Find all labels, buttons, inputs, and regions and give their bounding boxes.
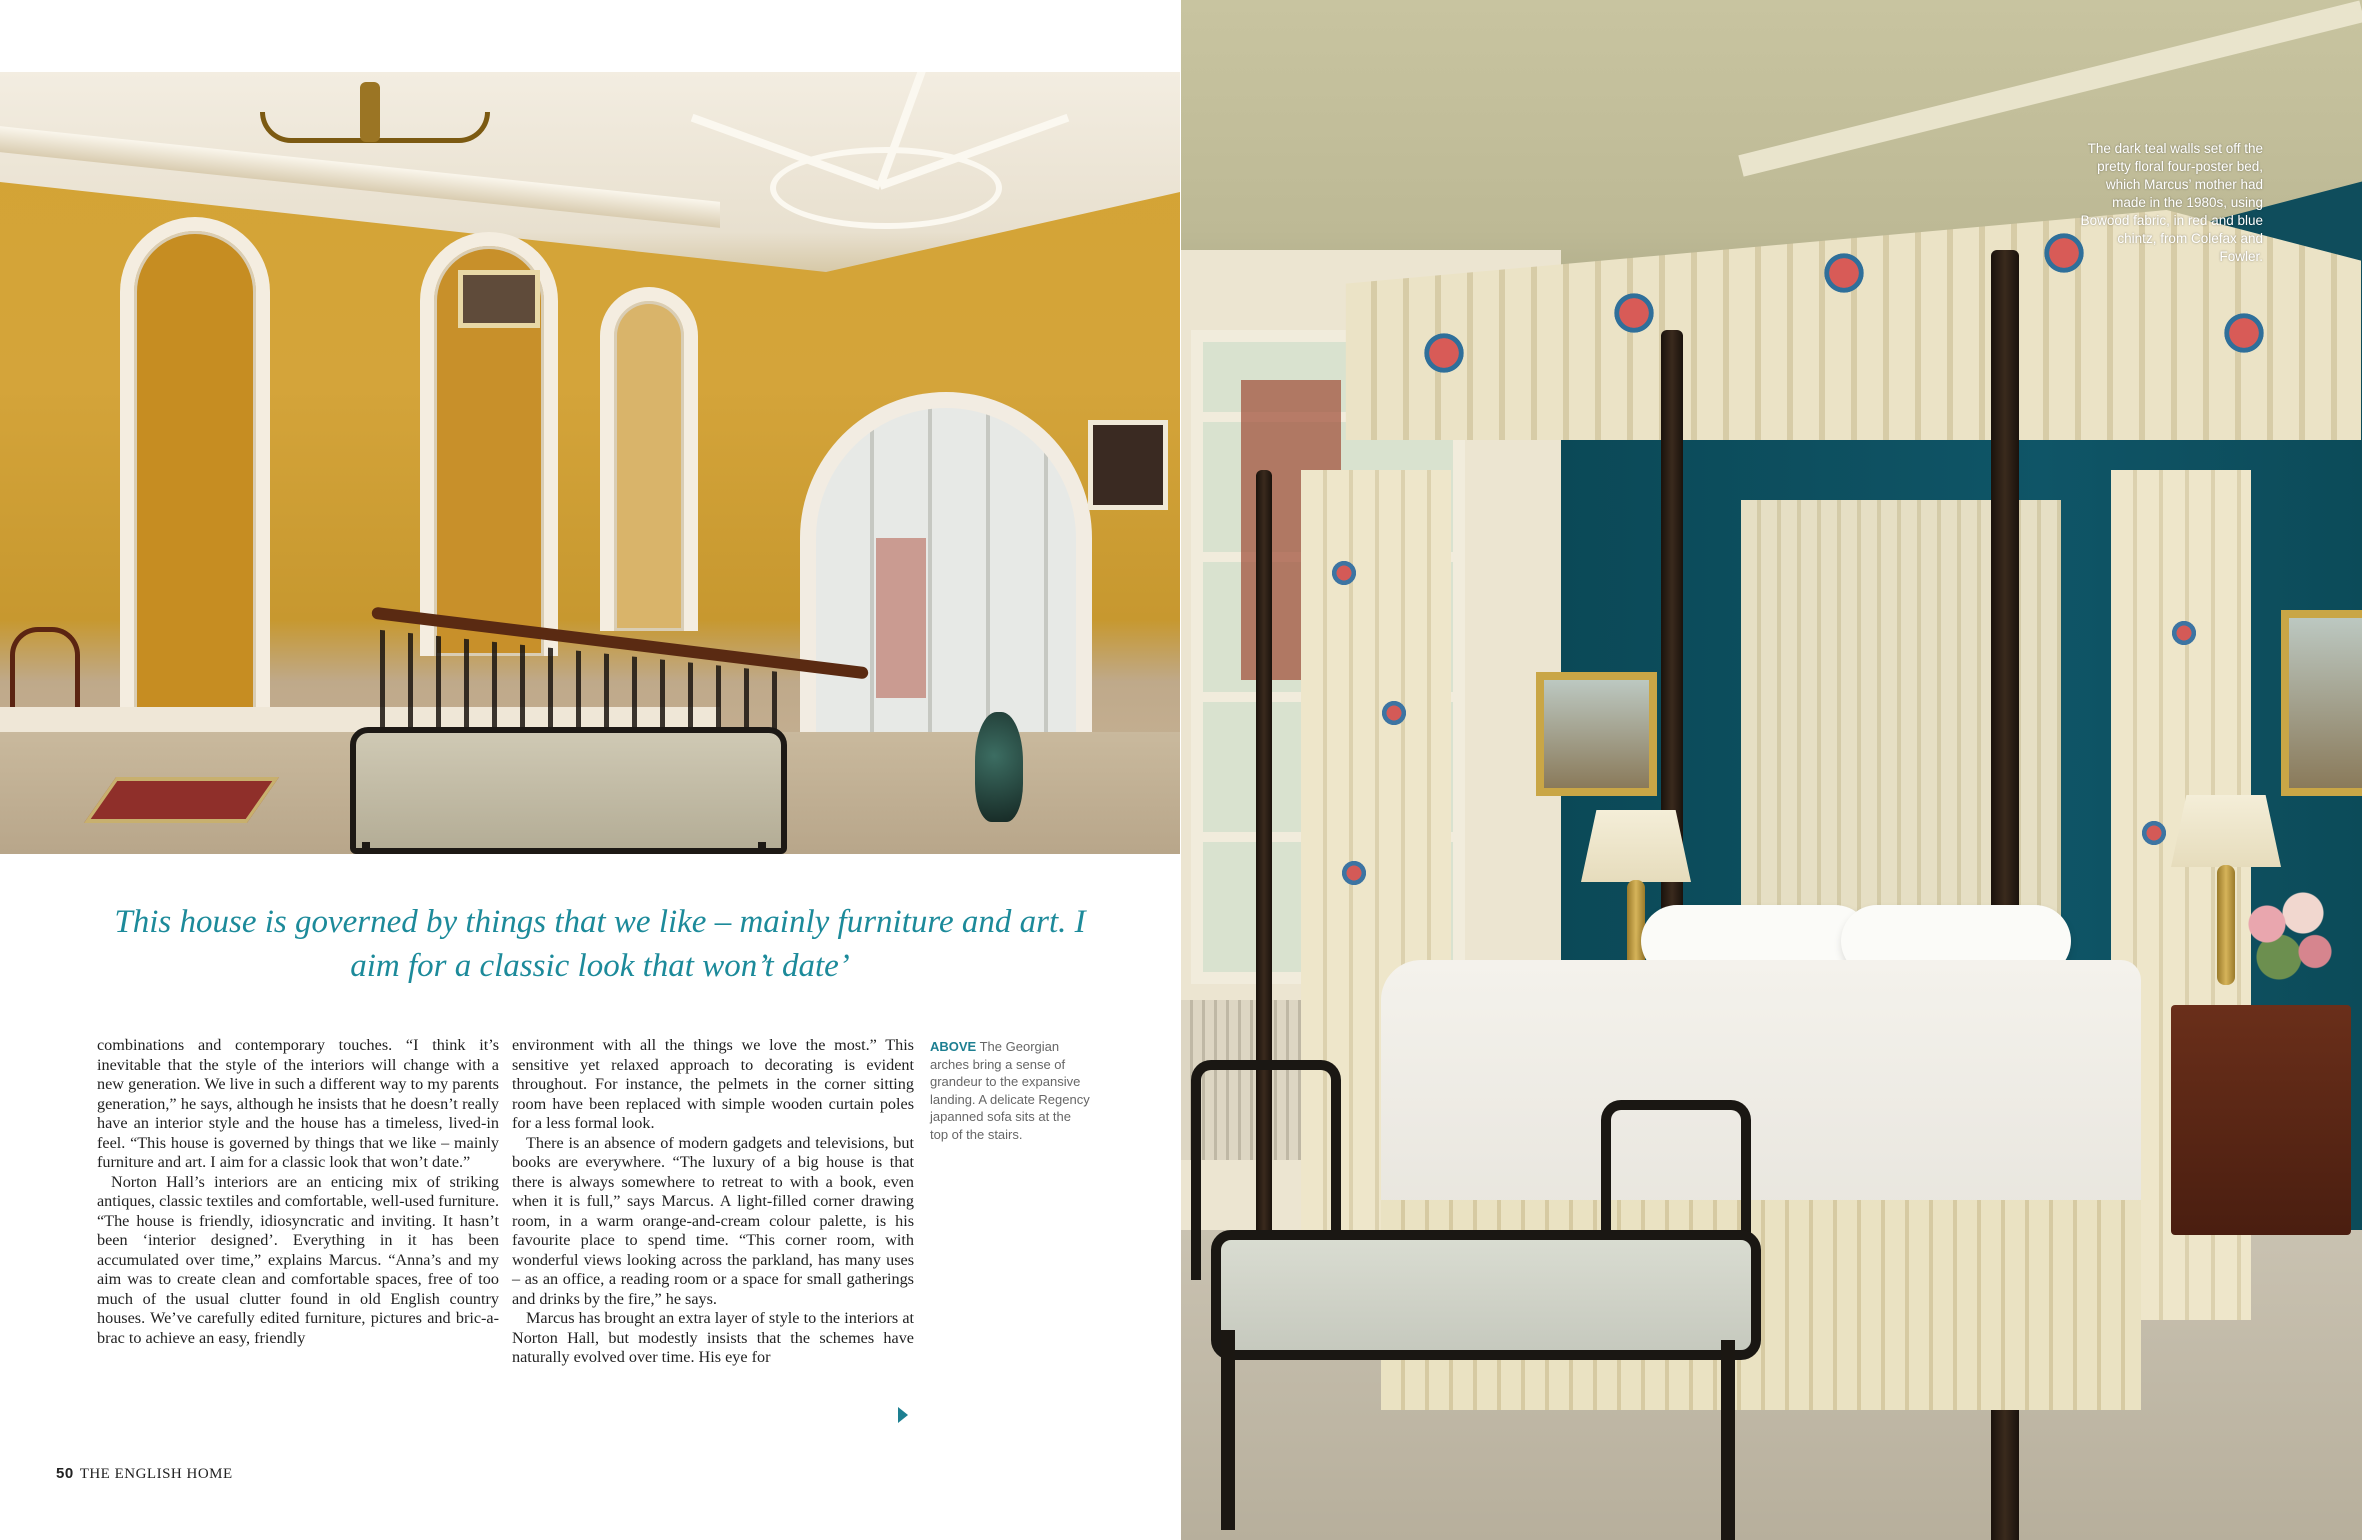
chintz-flower <box>1821 250 1867 296</box>
page-number: 50 <box>56 1465 74 1482</box>
flower-vase <box>2231 880 2351 990</box>
rug <box>84 777 279 823</box>
body-paragraph: environment with all the things we love the most.” This sensitive yet relaxed approach to decorating is evident throughout. For instance, the pelmets in the corner sitting room have been replaced with simple wooden curtain poles for a less formal look. <box>512 1036 914 1132</box>
body-paragraph: Marcus has brought an extra layer of style to the interiors at Norton Hall, but modestly insists that the schemes have naturally evolved over time. His eye for <box>512 1309 914 1366</box>
chintz-flower <box>1611 290 1657 336</box>
framed-picture <box>1088 420 1168 510</box>
chandelier-body <box>360 82 380 142</box>
body-paragraph: There is an absence of modern gadgets and televisions, but books are everywhere. “The luxury of a big house is that there is always somewhere to retreat to with a book, even when it is full,” says Marcus. A light-filled corner drawing room, in a warm orange-and-cream colour palette, is his favourite place to spend time. “This corner room, with wonderful views looking across the parkland, has many uses – as an office, a reading room or a space for small gatherings and drinks by the fire,” he says. <box>512 1133 914 1308</box>
regency-settee <box>350 727 787 854</box>
body-column-1 <box>97 1036 499 1348</box>
lampshade <box>2171 795 2281 867</box>
magazine-title: THE ENGLISH HOME <box>79 1466 233 1482</box>
brass-chandelier <box>260 72 480 162</box>
page-folio <box>56 1465 233 1483</box>
continue-arrow-icon <box>898 1407 908 1423</box>
framed-picture <box>458 270 540 328</box>
bedroom-photo <box>1181 0 2362 1540</box>
archway <box>600 287 698 631</box>
chintz-flower <box>1341 860 1367 886</box>
chinese-vase <box>975 712 1023 822</box>
chintz-flower <box>2221 310 2267 356</box>
window-view <box>876 538 926 698</box>
gilt-framed-painting <box>1536 672 1657 796</box>
body-paragraph: combinations and contemporary touches. “I think it’s inevitable that the style of the interiors will change with a new generation. We live in such a different way to my parents generation,” he says, although he insists that he doesn’t really have an interior style and the house has a timeless, lived-in feel. “This house is governed by things that we like – mainly furniture and art. I aim for a classic look that won’t date.” <box>97 1036 499 1171</box>
body-paragraph: Norton Hall’s interiors are an enticing mix of striking antiques, classic textiles and comfortable, well-used furniture. “The house is friendly, idiosyncratic and inviting. It hasn’t been ‘interior designed’. Everything in it has been accumulated over time,” explains Marcus. “Anna’s and my aim was to create clean and comfortable spaces, free of too much of the usual clutter found in old English country houses. We’ve carefully edited furniture, pictures and bric-a-brac to achieve an easy, friendly <box>97 1172 499 1347</box>
bench-leg <box>1721 1340 1735 1540</box>
bench-leg <box>1221 1330 1235 1530</box>
body-column-2 <box>512 1036 914 1368</box>
japanned-bench <box>1211 1230 1761 1360</box>
archway <box>120 217 270 731</box>
settee-leg <box>362 842 370 854</box>
pull-quote: This house is governed by things that we like – mainly furniture and art. I aim for a classic look that won’t date’ <box>114 904 1086 984</box>
chintz-flower <box>1331 560 1357 586</box>
caption-label: ABOVE <box>930 1039 977 1054</box>
bedroom-photo-caption: The dark teal walls set off the pretty floral four-poster bed, which Marcus’ mother had made in the 1980s, using Bowood fabric, in red and blue chintz, from Colefax and Fowler. <box>2080 141 2263 264</box>
chintz-flower <box>1421 330 1467 376</box>
bedside-cabinet <box>2171 1005 2351 1235</box>
chintz-flower <box>2141 820 2167 846</box>
landing-photo <box>0 72 1180 854</box>
settee-leg <box>758 842 766 854</box>
chintz-flower <box>2171 620 2197 646</box>
chintz-flower <box>1381 700 1407 726</box>
caption-text: The Georgian arches bring a sense of grandeur to the expansive landing. A delicate Regency japanned sofa sits at the top of the stairs. <box>930 1039 1090 1142</box>
gilt-framed-painting <box>2281 610 2362 796</box>
lampshade <box>1581 810 1691 882</box>
landing-photo-caption <box>930 1038 1090 1143</box>
